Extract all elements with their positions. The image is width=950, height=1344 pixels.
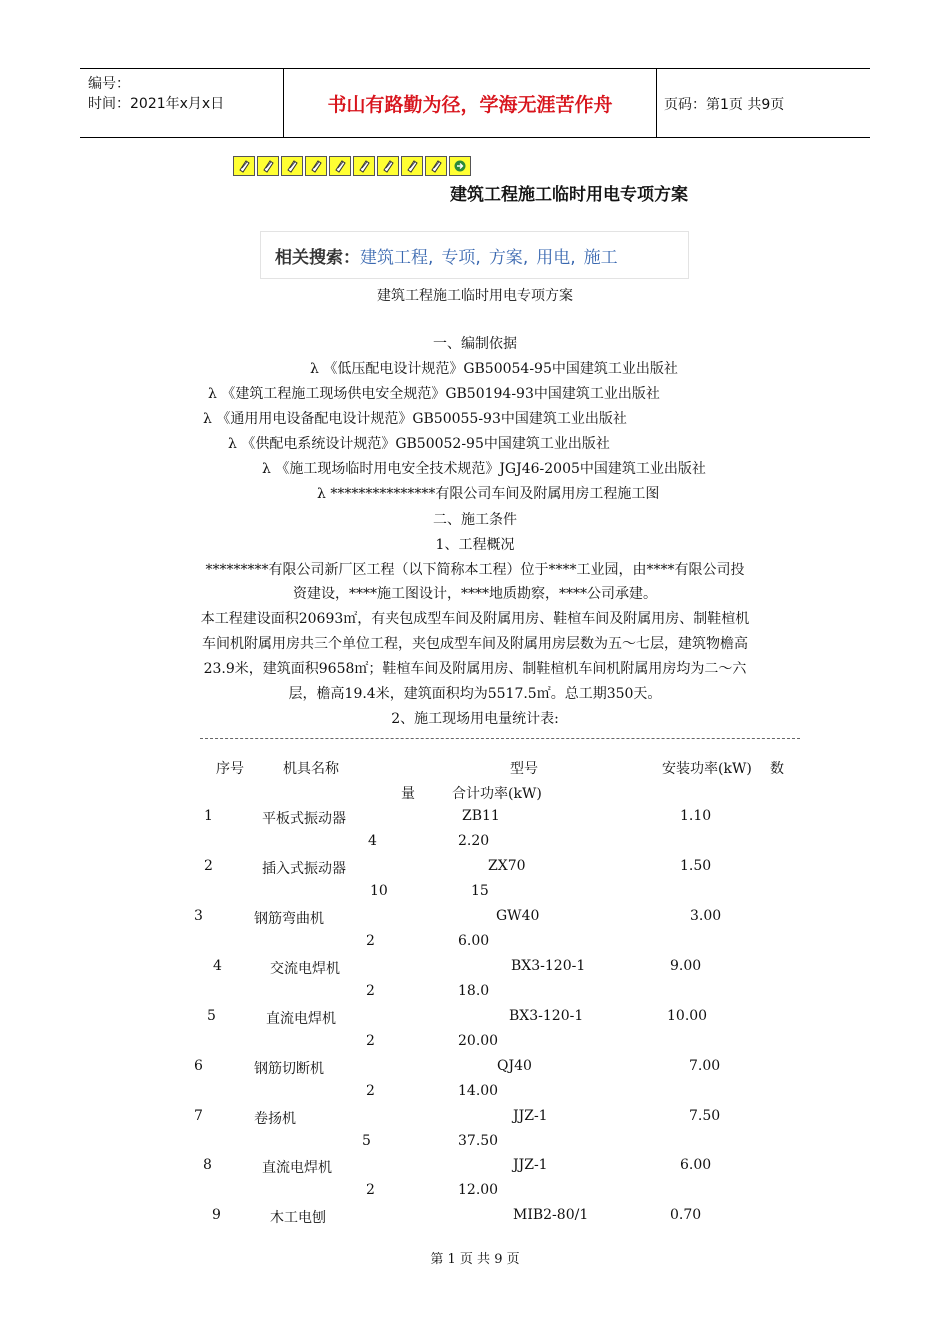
separator: , (570, 247, 576, 268)
cell-model: MIB2-80/1 (513, 1207, 589, 1223)
related-search-link[interactable]: 用电 (536, 247, 571, 268)
header-divider (656, 69, 657, 137)
cell-qty: 5 (362, 1133, 371, 1149)
cell-name: 插入式振动器 (262, 861, 346, 877)
cell-no: 4 (213, 958, 222, 974)
cell-model: ZB11 (462, 808, 500, 824)
cell-no: 9 (212, 1207, 221, 1223)
cell-name: 直流电焊机 (266, 1011, 336, 1027)
cell-qty: 2 (366, 1182, 375, 1198)
page-info: 页码：第1页 共9页 (664, 97, 785, 113)
doc-icon[interactable] (233, 156, 255, 176)
dashed-divider (200, 738, 800, 739)
col-header-total: 合计功率(kW) (452, 786, 542, 802)
cell-name: 交流电焊机 (270, 961, 340, 977)
cell-power: 1.50 (680, 858, 712, 874)
cell-qty: 2 (366, 983, 375, 999)
header-meta (80, 69, 283, 137)
cell-name: 钢筋切断机 (254, 1061, 324, 1077)
reference-item: λ 《低压配电设计规范》GB50054-95中国建筑工业出版社 (310, 361, 678, 377)
cell-total: 6.00 (458, 933, 490, 949)
time-label: 时间：2021年x月x日 (88, 96, 225, 112)
reference-item: λ 《通用用电设备配电设计规范》GB50055-93中国建筑工业出版社 (203, 411, 627, 427)
doc-icon[interactable] (329, 156, 351, 176)
cell-power: 7.50 (689, 1108, 721, 1124)
code-label: 编号： (88, 76, 130, 92)
cell-model: QJ40 (497, 1058, 532, 1074)
cell-qty: 10 (370, 883, 388, 899)
cell-no: 5 (207, 1008, 216, 1024)
col-header-power: 安装功率(kW) (662, 761, 752, 777)
cell-no: 7 (194, 1108, 203, 1124)
doc-icon[interactable] (377, 156, 399, 176)
cell-model: BX3-120-1 (511, 958, 586, 974)
doc-icon[interactable] (401, 156, 423, 176)
cell-qty: 2 (366, 1083, 375, 1099)
related-search-box (260, 231, 689, 279)
reference-item: λ 《施工现场临时用电安全技术规范》JGJ46-2005中国建筑工业出版社 (262, 461, 706, 477)
cell-model: JJZ-1 (513, 1157, 548, 1173)
related-search-link[interactable]: 施工 (583, 247, 618, 268)
col-header-qty: 量 (401, 786, 415, 802)
subsection-heading: 2、施工现场用电量统计表: (391, 711, 559, 727)
reference-item: λ ***************有限公司车间及附属用房工程施工图 (317, 486, 660, 502)
paragraph-line: 层，檐高19.4米，建筑面积均为5517.5㎡。总工期350天。 (288, 686, 662, 702)
paragraph-line: 车间机附属用房共三个单位工程，夹包成型车间及附属用房层数为五～七层，建筑物檐高 (202, 636, 748, 652)
cell-model: GW40 (496, 908, 540, 924)
header-motto: 书山有路勤为径，学海无涯苦作舟 (327, 93, 613, 116)
cell-no: 8 (203, 1157, 212, 1173)
col-header-qty: 数 (770, 761, 784, 777)
cell-total: 18.0 (458, 983, 490, 999)
cell-qty: 2 (366, 1033, 375, 1049)
cell-model: BX3-120-1 (509, 1008, 584, 1024)
paragraph-line: *********有限公司新厂区工程（以下简称本工程）位于****工业园，由****有限公司投 (205, 562, 745, 578)
related-search-link[interactable]: 建筑工程 (360, 247, 428, 268)
subsection-heading: 1、工程概况 (435, 537, 515, 553)
doc-icon[interactable] (353, 156, 375, 176)
paragraph-line: 本工程建设面积20693㎡，有夹包成型车间及附属用房、鞋楦车间及附属用房、制鞋楦机 (200, 611, 750, 627)
icon-toolbar (233, 156, 473, 176)
cell-model: ZX70 (488, 858, 526, 874)
reference-item: λ 《建筑工程施工现场供电安全规范》GB50194-93中国建筑工业出版社 (208, 386, 660, 402)
cell-name: 平板式振动器 (262, 811, 346, 827)
reference-item: λ 《供配电系统设计规范》GB50052-95中国建筑工业出版社 (228, 436, 610, 452)
cell-power: 1.10 (680, 808, 712, 824)
cell-qty: 2 (366, 933, 375, 949)
cell-power: 9.00 (670, 958, 702, 974)
cell-total: 20.00 (458, 1033, 499, 1049)
cell-total: 14.00 (458, 1083, 499, 1099)
doc-subtitle: 建筑工程施工临时用电专项方案 (377, 288, 573, 304)
cell-name: 直流电焊机 (262, 1160, 332, 1176)
cell-total: 2.20 (458, 833, 490, 849)
cell-total: 37.50 (458, 1133, 499, 1149)
arrow-icon[interactable] (449, 156, 471, 176)
separator: , (428, 247, 434, 268)
col-header-no: 序号 (216, 761, 244, 777)
col-header-name: 机具名称 (283, 761, 339, 777)
cell-qty: 4 (368, 833, 377, 849)
cell-no: 3 (194, 908, 203, 924)
doc-icon[interactable] (281, 156, 303, 176)
section-heading: 一、编制依据 (433, 336, 517, 352)
doc-icon[interactable] (305, 156, 327, 176)
related-search-terms (360, 243, 618, 268)
separator: , (475, 247, 481, 268)
cell-no: 6 (194, 1058, 203, 1074)
page-footer: 第 1 页 共 9 页 (430, 1252, 520, 1267)
cell-name: 钢筋弯曲机 (254, 911, 324, 927)
cell-power: 0.70 (670, 1207, 702, 1223)
related-search-link[interactable]: 专项 (441, 247, 476, 268)
cell-name: 木工电刨 (270, 1210, 326, 1226)
paragraph-line: 23.9米，建筑面积9658㎡；鞋楦车间及附属用房、制鞋楦机车间机附属用房均为二～六 (203, 661, 747, 677)
page-title: 建筑工程施工临时用电专项方案 (450, 185, 688, 205)
cell-model: JJZ-1 (513, 1108, 548, 1124)
cell-power: 6.00 (680, 1157, 712, 1173)
doc-icon[interactable] (425, 156, 447, 176)
doc-icon[interactable] (257, 156, 279, 176)
cell-total: 15 (471, 883, 489, 899)
paragraph-line: 资建设，****施工图设计，****地质勘察，****公司承建。 (293, 586, 657, 602)
section-heading: 二、施工条件 (433, 512, 517, 528)
cell-power: 7.00 (689, 1058, 721, 1074)
cell-no: 2 (204, 858, 213, 874)
cell-name: 卷扬机 (254, 1111, 296, 1127)
related-search-label: 相关搜索： (275, 247, 360, 268)
document-header (80, 68, 870, 138)
col-header-model: 型号 (510, 761, 538, 777)
cell-total: 12.00 (458, 1182, 499, 1198)
cell-no: 1 (204, 808, 213, 824)
cell-power: 10.00 (667, 1008, 708, 1024)
separator: , (522, 247, 529, 268)
cell-power: 3.00 (690, 908, 722, 924)
related-search-link[interactable]: 方案 (488, 247, 523, 268)
